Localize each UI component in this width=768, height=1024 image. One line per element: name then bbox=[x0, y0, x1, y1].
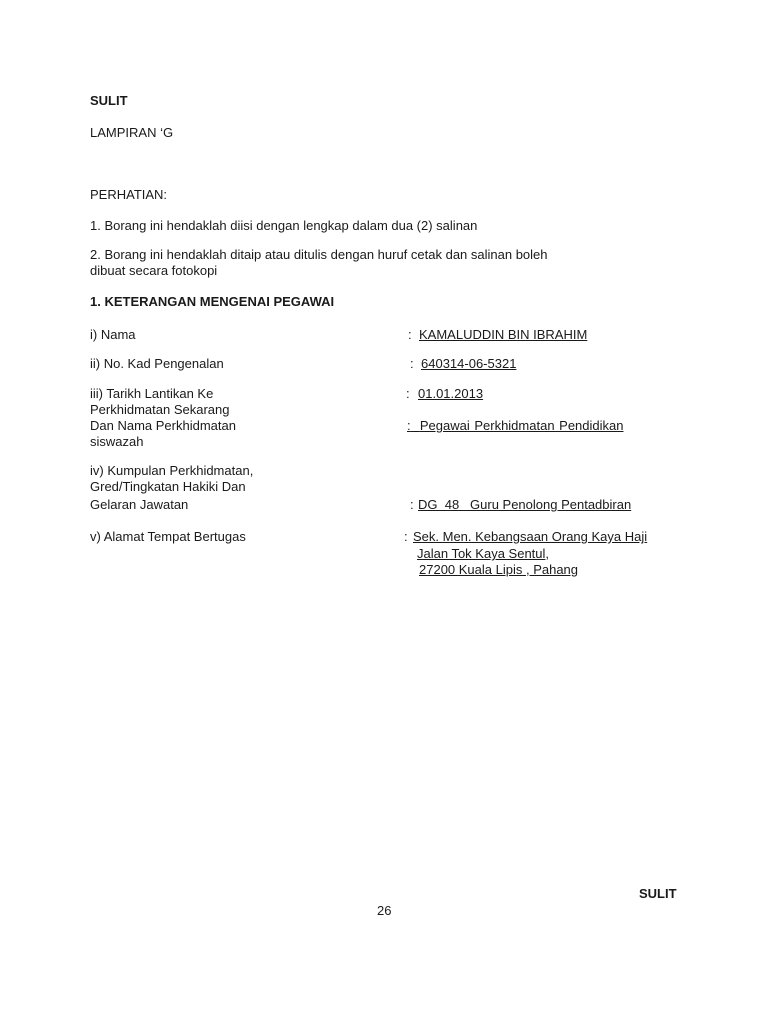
service-name: Pegawai Perkhidmatan Pendidikan bbox=[419, 418, 624, 433]
field-label-nama: i) Nama bbox=[90, 327, 136, 342]
field-label-alamat: v) Alamat Tempat Bertugas bbox=[90, 529, 246, 544]
field-value-tarikh-date: 01.01.2013 bbox=[418, 386, 484, 401]
field-colon: : bbox=[407, 418, 411, 433]
address-line-1: Sek. Men. Kebangsaan Orang Kaya Haji bbox=[413, 529, 648, 544]
notice-item-1: 1. Borang ini hendaklah diisi dengan lengkap dalam dua (2) salinan bbox=[90, 218, 478, 233]
field-value-tarikh-service bbox=[407, 418, 624, 434]
field-label-kumpulan-line-3: Gelaran Jawatan bbox=[90, 497, 189, 512]
address-line-3: 27200 Kuala Lipis , Pahang bbox=[419, 562, 579, 577]
field-colon: : bbox=[408, 327, 412, 342]
notice-item-2-continued: dibuat secara fotokopi bbox=[90, 263, 218, 278]
attachment-label: LAMPIRAN ‘G bbox=[90, 125, 174, 140]
page-number: 26 bbox=[377, 903, 392, 918]
field-colon: : bbox=[404, 529, 408, 544]
field-colon: : bbox=[406, 386, 410, 401]
field-label-tarikh-line-3: Dan Nama Perkhidmatan bbox=[90, 418, 236, 433]
field-value-kumpulan: DG 48 Guru Penolong Pentadbiran bbox=[418, 497, 632, 512]
notice-heading: PERHATIAN: bbox=[90, 187, 168, 202]
notice-item-2: 2. Borang ini hendaklah ditaip atau ditulis dengan huruf cetak dan salinan boleh bbox=[90, 247, 548, 262]
field-label-kad: ii) No. Kad Pengenalan bbox=[90, 356, 224, 371]
field-label-tarikh-line-2: Perkhidmatan Sekarang bbox=[90, 402, 230, 417]
field-label-kumpulan-line-1: iv) Kumpulan Perkhidmatan, bbox=[90, 463, 254, 478]
field-value-kad: 640314-06-5321 bbox=[421, 356, 517, 371]
field-label-tarikh-line-1: iii) Tarikh Lantikan Ke bbox=[90, 386, 214, 401]
classification-header: SULIT bbox=[90, 93, 128, 108]
field-label-kumpulan-line-2: Gred/Tingkatan Hakiki Dan bbox=[90, 479, 246, 494]
classification-footer: SULIT bbox=[639, 886, 677, 901]
field-value-nama: KAMALUDDIN BIN IBRAHIM bbox=[419, 327, 588, 342]
field-label-tarikh-line-4: siswazah bbox=[90, 434, 144, 449]
address-line-2: Jalan Tok Kaya Sentul, bbox=[417, 546, 550, 561]
field-colon: : bbox=[410, 497, 414, 512]
section-title: 1. KETERANGAN MENGENAI PEGAWAI bbox=[90, 294, 335, 309]
field-colon: : bbox=[410, 356, 414, 371]
